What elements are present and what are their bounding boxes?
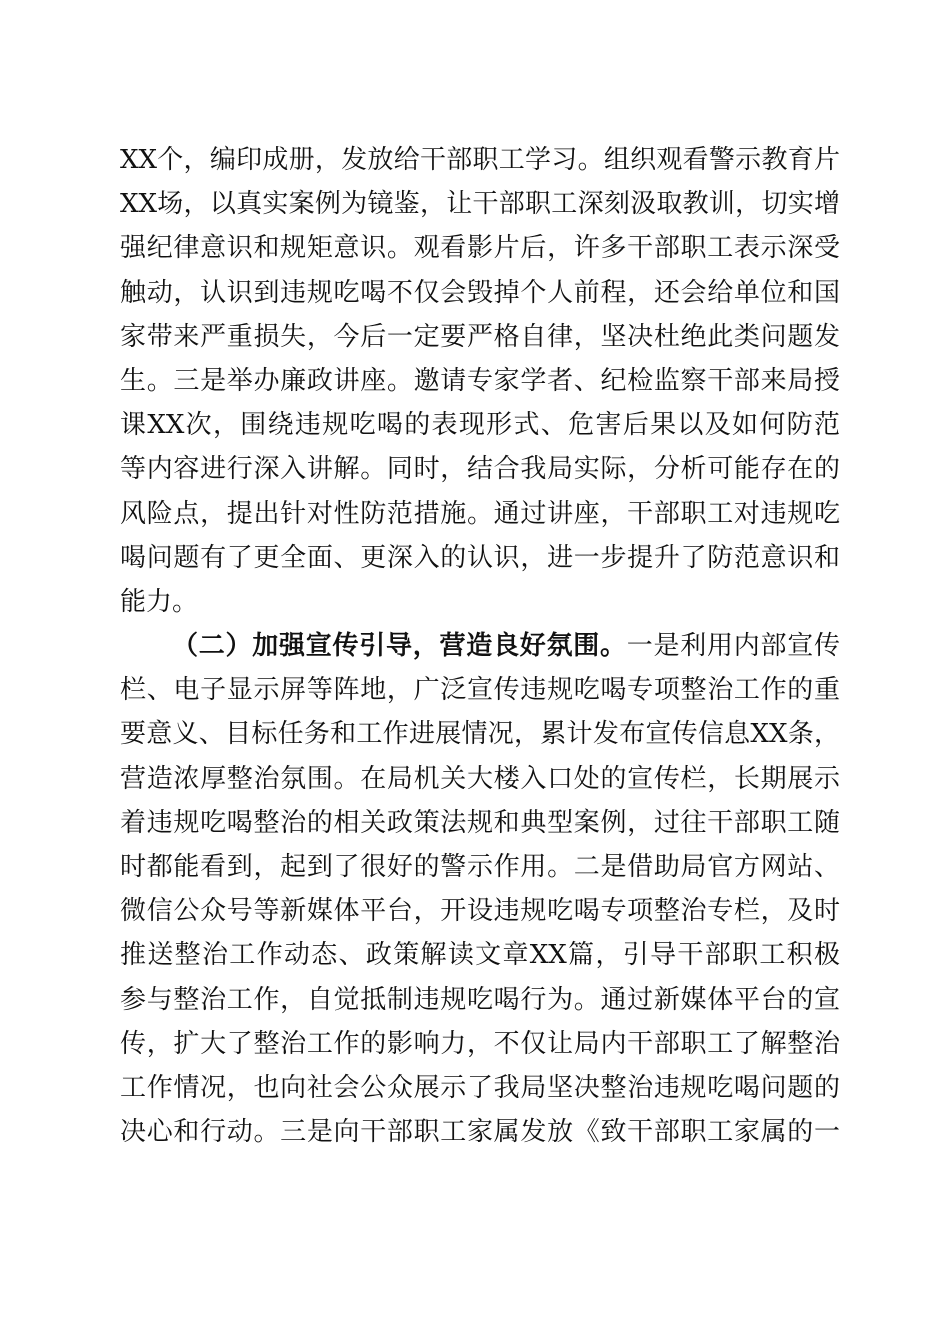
section-first-line-text: 一是利用内部宣传 <box>626 631 840 661</box>
text-line: 喝问题有了更全面、更深入的认识，进一步提升了防范意识和 <box>120 542 840 573</box>
text-line: 生。三是举办廉政讲座。邀请专家学者、纪检监察干部来局授 <box>120 366 840 396</box>
text-line: 强纪律意识和规矩意识。观看影片后，许多干部职工表示深受 <box>120 233 840 264</box>
text-line: 课XX次，围绕违规吃喝的表现形式、危害后果以及如何防范 <box>120 410 840 441</box>
text-line: 微信公众号等新媒体平台，开设违规吃喝专项整治专栏，及时 <box>120 896 840 927</box>
text-line: 工作情况，也向社会公众展示了我局坚决整治违规吃喝问题的 <box>120 1073 840 1103</box>
text-line: XX个，编印成册，发放给干部职工学习。组织观看警示教育片 <box>120 145 840 175</box>
text-line: 能力。 <box>120 587 199 617</box>
text-line: 营造浓厚整治氛围。在局机关大楼入口处的宣传栏，长期展示 <box>120 763 840 794</box>
text-line: 风险点，提出针对性防范措施。通过讲座，干部职工对违规吃 <box>120 498 840 529</box>
text-line: 栏、电子显示屏等阵地，广泛宣传违规吃喝专项整治工作的重 <box>120 675 840 706</box>
section-heading: （二）加强宣传引导，营造良好氛围。 <box>172 631 627 661</box>
text-line: 着违规吃喝整治的相关政策法规和典型案例，过往干部职工随 <box>120 807 840 838</box>
text-line: 推送整治工作动态、政策解读文章XX篇，引导干部职工积极 <box>120 940 840 971</box>
text-line: 家带来严重损失，今后一定要严格自律，坚决杜绝此类问题发 <box>120 321 840 352</box>
text-line: 时都能看到，起到了很好的警示作用。二是借助局官方网站、 <box>120 852 840 882</box>
text-line: 决心和行动。三是向干部职工家属发放《致干部职工家属的一 <box>120 1117 840 1148</box>
text-line: 传，扩大了整治工作的影响力，不仅让局内干部职工了解整治 <box>120 1028 840 1059</box>
text-line: 等内容进行深入讲解。同时，结合我局实际，分析可能存在的 <box>120 454 840 485</box>
text-line: 触动，认识到违规吃喝不仅会毁掉个人前程，还会给单位和国 <box>120 277 840 308</box>
text-line: XX场，以真实案例为镜鉴，让干部职工深刻汲取教训，切实增 <box>120 189 840 220</box>
section-first-line <box>172 624 840 668</box>
text-line: 要意义、目标任务和工作进展情况，累计发布宣传信息XX条， <box>120 719 840 750</box>
text-line: 参与整治工作，自觉抵制违规吃喝行为。通过新媒体平台的宣 <box>120 984 840 1015</box>
